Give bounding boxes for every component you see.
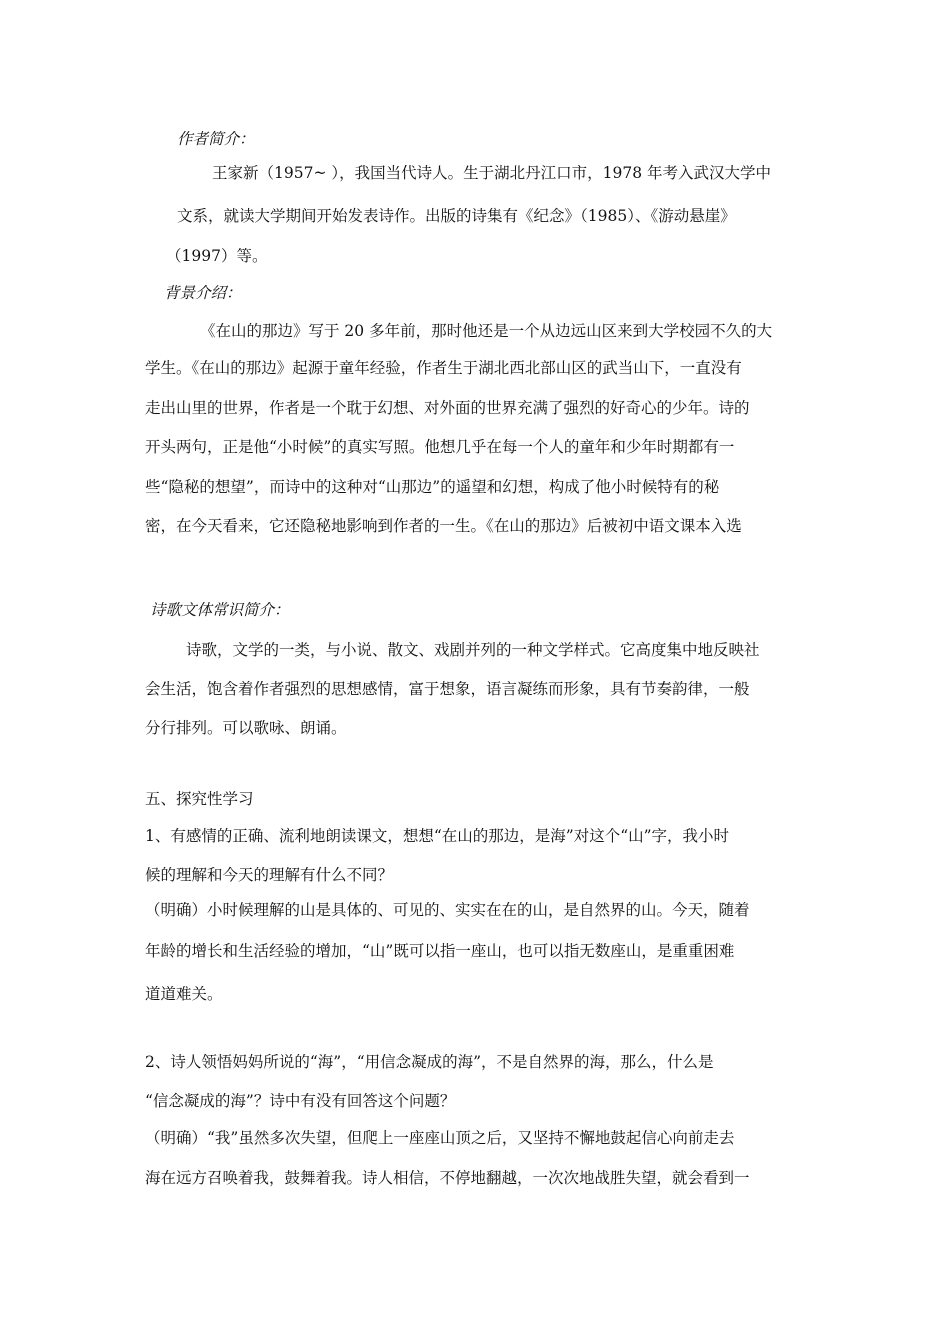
answer-1-line-1: （明确）小时候理解的山是具体的、可见的、实实在在的山，是自然界的山。今天，随着: [145, 901, 750, 919]
question-2-line-2: “信念凝成的海”？诗中有没有回答这个问题？: [145, 1092, 456, 1110]
section-5-title: 五、探究性学习: [145, 790, 254, 808]
question-2-line-1: 2、诗人领悟妈妈所说的“海”，“用信念凝成的海”，不是自然界的海，那么，什么是: [145, 1053, 714, 1071]
author-intro-line-1: 王家新（1957~ ），我国当代诗人。生于湖北丹江口市，1978 年考入武汉大学中: [212, 164, 771, 182]
answer-1-line-2: 年龄的增长和生活经验的增加，“山”既可以指一座山，也可以指无数座山，是重重困难: [145, 942, 735, 960]
background-intro-line-1: 《在山的那边》写于 20 多年前，那时他还是一个从边远山区来到大学校园不久的大: [200, 322, 773, 340]
author-intro-line-3: （1997）等。: [166, 247, 268, 265]
author-intro-heading: 作者简介：: [177, 130, 255, 148]
answer-2-line-1: （明确）“我”虽然多次失望，但爬上一座座山顶之后，又坚持不懈地鼓起信心向前走去: [145, 1129, 735, 1147]
background-intro-line-6: 密，在今天看来，它还隐秘地影响到作者的一生。《在山的那边》后被初中语文课本入选: [145, 517, 742, 535]
background-intro-heading: 背景介绍：: [164, 284, 242, 302]
answer-1-line-3: 道道难关。: [145, 985, 223, 1003]
poetry-intro-line-1: 诗歌，文学的一类，与小说、散文、戏剧并列的一种文学样式。它高度集中地反映社: [186, 641, 760, 659]
background-intro-line-2: 学生。《在山的那边》起源于童年经验，作者生于湖北西北部山区的武当山下，一直没有: [145, 359, 742, 377]
background-intro-line-4: 开头两句，正是他“小时候”的真实写照。他想几乎在每一个人的童年和少年时期都有一: [145, 438, 735, 456]
background-intro-line-5: 些“隐秘的想望”，而诗中的这种对“山那边”的遥望和幻想，构成了他小时候特有的秘: [145, 478, 720, 496]
question-1-line-2: 候的理解和今天的理解有什么不同？: [145, 866, 394, 884]
question-1-line-1: 1、有感情的正确、流利地朗读课文，想想“在山的那边，是海”对这个“山”字，我小时: [145, 827, 730, 845]
author-intro-line-2: 文系，就读大学期间开始发表诗作。出版的诗集有《纪念》（1985）、《游动悬崖》: [177, 207, 736, 225]
poetry-intro-line-3: 分行排列。可以歌咏、朗诵。: [145, 719, 347, 737]
poetry-intro-heading: 诗歌文体常识简介：: [150, 601, 290, 619]
answer-2-line-2: 海在远方召唤着我，鼓舞着我。诗人相信，不停地翻越，一次次地战胜失望，就会看到一: [145, 1169, 750, 1187]
background-intro-line-3: 走出山里的世界，作者是一个耽于幻想、对外面的世界充满了强烈的好奇心的少年。诗的: [145, 399, 750, 417]
poetry-intro-line-2: 会生活，饱含着作者强烈的思想感情，富于想象，语言凝练而形象，具有节奏韵律，一般: [145, 680, 750, 698]
